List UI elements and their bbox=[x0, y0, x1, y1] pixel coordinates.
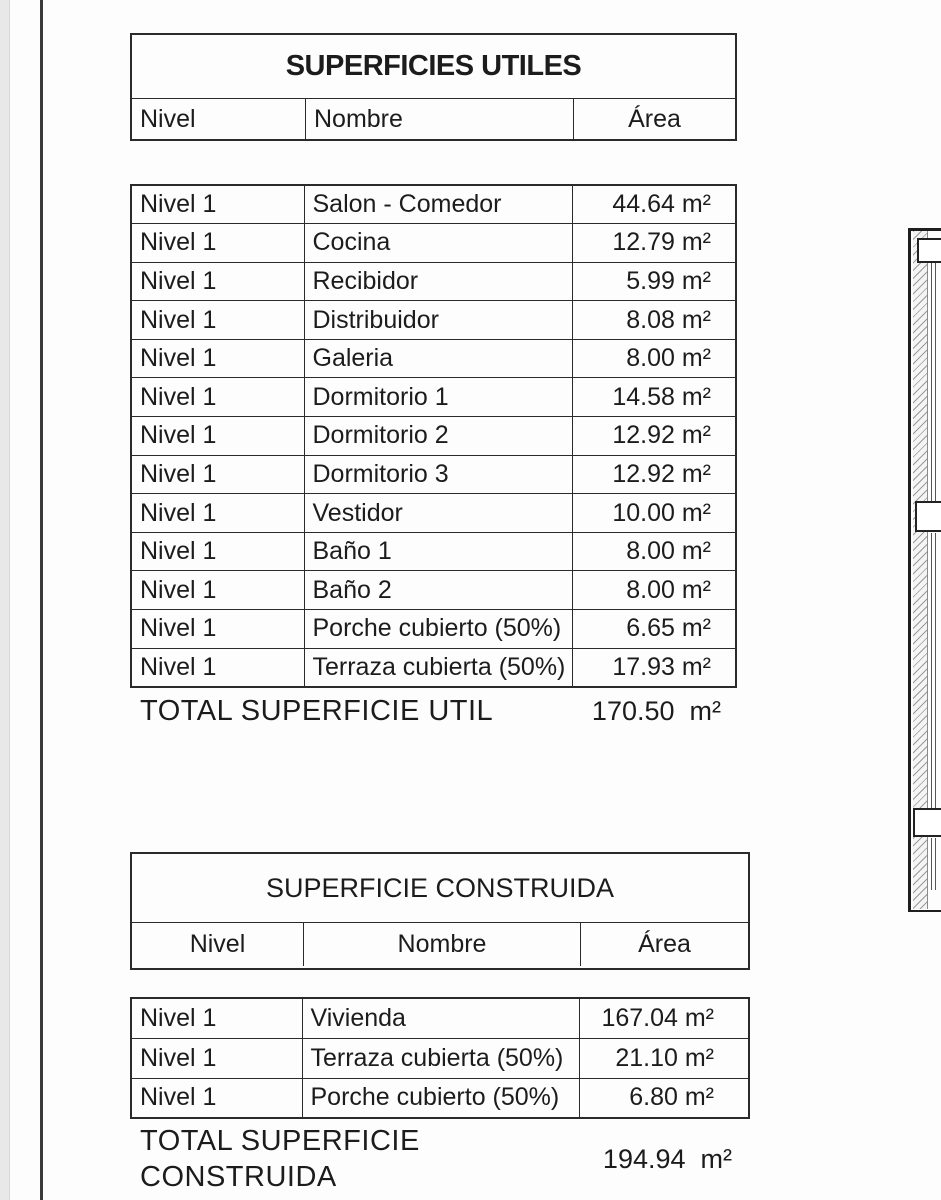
built-area-total-row bbox=[130, 1120, 750, 1198]
row-name-cell: Cocina bbox=[304, 224, 572, 263]
table-row bbox=[131, 339, 736, 378]
row-name-cell: Baño 1 bbox=[304, 532, 572, 571]
row-name-cell: Terraza cubierta (50%) bbox=[304, 648, 572, 687]
table-row bbox=[131, 1078, 749, 1118]
row-area-cell: 8.00 m² bbox=[572, 339, 736, 378]
wall-inner-face-line bbox=[931, 533, 936, 810]
row-level-cell: Nivel 1 bbox=[131, 1038, 302, 1078]
sheet-border-line bbox=[40, 0, 43, 1200]
row-name-cell: Dormitorio 2 bbox=[304, 417, 572, 456]
built-area-column-headers bbox=[132, 923, 748, 966]
row-level-cell: Nivel 1 bbox=[131, 417, 304, 456]
useful-areas-column-headers bbox=[132, 99, 735, 139]
total-util-value: 170.50 m² bbox=[591, 695, 721, 726]
wall-inner-face-line bbox=[931, 838, 936, 890]
row-name-cell: Salon - Comedor bbox=[304, 185, 572, 224]
row-level-cell: Nivel 1 bbox=[131, 262, 304, 301]
row-level-cell: Nivel 1 bbox=[131, 494, 304, 533]
window-opening bbox=[913, 808, 941, 837]
row-area-cell: 17.93 m² bbox=[572, 648, 736, 687]
built-area-table-head bbox=[130, 852, 750, 970]
table-row bbox=[131, 301, 736, 340]
table-row bbox=[131, 455, 736, 494]
wall-outer-line bbox=[908, 228, 911, 912]
table-row bbox=[131, 417, 736, 456]
table-row bbox=[131, 262, 736, 301]
table-row bbox=[131, 532, 736, 571]
row-name-cell: Dormitorio 3 bbox=[304, 455, 572, 494]
row-level-cell: Nivel 1 bbox=[131, 648, 304, 687]
built-area-table bbox=[130, 997, 750, 1119]
row-level-cell: Nivel 1 bbox=[131, 339, 304, 378]
row-name-cell: Porche cubierto (50%) bbox=[304, 610, 572, 649]
row-level-cell: Nivel 1 bbox=[131, 998, 302, 1038]
table-row bbox=[131, 185, 736, 224]
row-name-cell: Recibidor bbox=[304, 262, 572, 301]
row-area-cell: 12.79 m² bbox=[572, 224, 736, 263]
row-level-cell: Nivel 1 bbox=[131, 571, 304, 610]
table-row bbox=[131, 648, 736, 687]
row-area-cell: 6.80 m² bbox=[579, 1078, 749, 1118]
window-opening bbox=[915, 501, 941, 532]
row-area-cell: 12.92 m² bbox=[572, 455, 736, 494]
wall-bottom-cap-line bbox=[908, 910, 941, 913]
wall-inner-face-line bbox=[931, 262, 936, 503]
table-row bbox=[131, 224, 736, 263]
useful-areas-total-row bbox=[130, 688, 737, 734]
window-opening bbox=[917, 238, 941, 263]
row-name-cell: Dormitorio 1 bbox=[304, 378, 572, 417]
row-name-cell: Porche cubierto (50%) bbox=[302, 1078, 579, 1118]
table-row bbox=[131, 378, 736, 417]
row-level-cell: Nivel 1 bbox=[131, 378, 304, 417]
table-row bbox=[131, 1038, 749, 1078]
row-area-cell: 10.00 m² bbox=[572, 494, 736, 533]
table-title-text: SUPERFICIES UTILES bbox=[285, 50, 582, 82]
column-header-area: Área bbox=[573, 99, 735, 139]
row-area-cell: 8.00 m² bbox=[572, 571, 736, 610]
row-name-cell: Galeria bbox=[304, 339, 572, 378]
row-area-cell: 14.58 m² bbox=[572, 378, 736, 417]
row-name-cell: Distribuidor bbox=[304, 301, 572, 340]
useful-areas-table bbox=[130, 184, 737, 688]
row-name-cell: Baño 2 bbox=[304, 571, 572, 610]
row-area-cell: 8.00 m² bbox=[572, 532, 736, 571]
row-level-cell: Nivel 1 bbox=[131, 610, 304, 649]
table-title-text: SUPERFICIE CONSTRUIDA bbox=[265, 872, 615, 903]
total-construida-value: 194.94 m² bbox=[602, 1143, 732, 1174]
row-level-cell: Nivel 1 bbox=[131, 224, 304, 263]
floor-plan-wall-fragment bbox=[905, 228, 941, 912]
row-area-cell: 44.64 m² bbox=[572, 185, 736, 224]
column-header-area: Área bbox=[580, 923, 748, 966]
row-level-cell: Nivel 1 bbox=[131, 301, 304, 340]
table-row bbox=[131, 571, 736, 610]
row-level-cell: Nivel 1 bbox=[131, 455, 304, 494]
row-area-cell: 12.92 m² bbox=[572, 417, 736, 456]
table-row bbox=[131, 998, 749, 1038]
total-construida-label: TOTAL SUPERFICIE CONSTRUIDA bbox=[140, 1125, 420, 1193]
row-name-cell: Vivienda bbox=[302, 998, 579, 1038]
useful-areas-title bbox=[132, 35, 735, 99]
row-level-cell: Nivel 1 bbox=[131, 185, 304, 224]
row-area-cell: 21.10 m² bbox=[579, 1038, 749, 1078]
row-area-cell: 5.99 m² bbox=[572, 262, 736, 301]
built-area-title bbox=[132, 854, 748, 923]
page-edge-strip bbox=[0, 0, 10, 1200]
table-row bbox=[131, 610, 736, 649]
row-level-cell: Nivel 1 bbox=[131, 1078, 302, 1118]
useful-areas-table-head bbox=[130, 33, 737, 141]
column-header-nombre: Nombre bbox=[305, 99, 573, 139]
column-header-nivel: Nivel bbox=[140, 104, 196, 133]
row-area-cell: 167.04 m² bbox=[579, 998, 749, 1038]
table-row bbox=[131, 494, 736, 533]
column-header-nombre: Nombre bbox=[303, 923, 580, 966]
row-area-cell: 6.65 m² bbox=[572, 610, 736, 649]
total-util-label: TOTAL SUPERFICIE UTIL bbox=[140, 694, 494, 727]
wall-top-cap-line bbox=[908, 228, 941, 231]
row-name-cell: Terraza cubierta (50%) bbox=[302, 1038, 579, 1078]
row-name-cell: Vestidor bbox=[304, 494, 572, 533]
column-header-nivel: Nivel bbox=[189, 930, 246, 958]
row-area-cell: 8.08 m² bbox=[572, 301, 736, 340]
row-level-cell: Nivel 1 bbox=[131, 532, 304, 571]
